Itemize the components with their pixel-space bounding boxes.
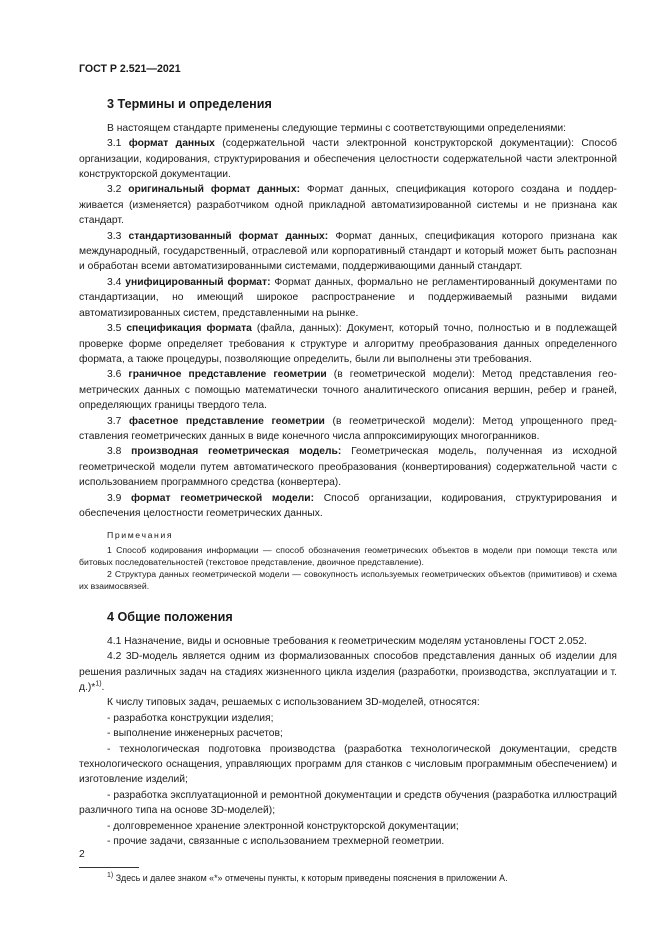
term-name: стандартизованный формат данных:	[128, 230, 329, 242]
term-number: 3.7	[107, 415, 122, 427]
term-definition: Способ организации, кодирования, структурирования и обеспечения целостности геометрических данных.	[79, 492, 617, 519]
page-number: 2	[79, 849, 85, 860]
term-3-8	[79, 444, 617, 490]
list-item: - выполнение инженерных расчетов;	[107, 728, 283, 740]
term-definition: (в геометрической модели): Метод упрощенного представления геометрических данных в виде конечного числа аппроксимирующих многогранников.	[79, 415, 617, 442]
list-item: - технологическая подготовка производства (разработка технологической документации, средств технологического оснащения, управляющих программ для станков с числовым программным обеспечением) и изготовление изделий;	[79, 743, 617, 786]
list-item: - прочие задачи, связанные с использованием трехмерной геометрии.	[107, 836, 445, 848]
footnote-reference: 1)	[95, 680, 102, 688]
footnote-mark: 1)	[107, 872, 114, 880]
term-definition: Геометрическая модель, полученная из исходной геометрической модели путем автоматического преобразования (конвертирования) содержательной части с использованием программного средства (конвертера).	[79, 446, 617, 489]
section-3-title: 3 Термины и определения	[107, 97, 272, 112]
term-name: оригинальный формат данных:	[128, 184, 301, 196]
term-name: формат данных	[128, 138, 215, 150]
term-name: формат геометрической модели:	[130, 492, 315, 504]
term-3-1	[79, 136, 617, 182]
term-definition: Формат данных, спецификация которого признана как международный, государственный, отраслевой или корпоративный стандарт и который может быть распознан и обработан всеми автоматизированными системами, поддерживающими данный стандарт.	[79, 230, 617, 273]
paragraph-typical-tasks: К числу типовых задач, решаемых с использованием 3D-моделей, относятся:	[107, 697, 480, 709]
term-number: 3.1	[107, 138, 122, 150]
section-3-intro: В настоящем стандарте применены следующие термины с соответствующими определениями:	[107, 122, 567, 134]
term-definition: (содержательной части электронной конструкторской документации): Способ организации, кодирования, структурирования и обеспечения целостности содержательной части электронной конструкторской документации.	[79, 138, 617, 181]
footnote-text: Здесь и далее знаком «*» отмечены пункты, к которым приведены пояснения в приложении А.	[113, 873, 508, 884]
list-item: - долговременное хранение электронной конструкторской документации;	[107, 820, 459, 832]
term-number: 3.3	[107, 230, 122, 242]
term-name: граничное представление геометрии	[128, 369, 327, 381]
term-3-9	[79, 491, 617, 522]
footnote-divider	[79, 867, 139, 868]
paragraph-4-2	[79, 649, 617, 695]
list-item: - разработка конструкции изделия;	[107, 712, 274, 724]
term-definition: Формат данных, формально не регламентированный документами по стандартизации, но имеющий широкое распространение и поддерживаемый разными видами автоматизированных систем, представленными на рынке.	[79, 276, 617, 319]
term-3-4	[79, 275, 617, 321]
notes-title: Примечания	[107, 530, 174, 541]
term-3-6	[79, 367, 617, 413]
term-definition: (в геометрической модели): Метод представления геометрических данных с помощью математически точного аналитического описания вершин, ребер и граней, определяющих границы твердого тела.	[79, 369, 617, 412]
term-definition: Формат данных, спецификация которого создана и поддерживается (изменяется) разработчиком одной прикладной автоматизированной системы и не признана как стандарт.	[79, 184, 617, 227]
term-3-7	[79, 414, 617, 445]
term-3-2	[79, 182, 617, 228]
term-number: 3.6	[107, 369, 122, 381]
notes-block	[79, 529, 617, 592]
paragraph-4-2-text: 4.2 3D-модель является одним из формализованных способов представления данных об изделии для решения различных задач на стадиях жизненного цикла изделия (разработки, производства, эксплуатации и т. д.)*	[79, 651, 617, 694]
note-2: 2 Структура данных геометрической модели — совокупность используемых геометрических объектов (примитивов) и схема их взаимосвязей.	[79, 568, 617, 592]
note-1: 1 Способ кодирования информации — способ обозначения геометрических объектов в модели при помощи текста или битовых последовательностей (текстовое представление, двоичное представление).	[79, 544, 617, 567]
term-number: 3.9	[107, 492, 122, 504]
term-number: 3.4	[107, 276, 122, 288]
paragraph-4-1: 4.1 Назначение, виды и основные требования к геометрическим моделям установлены ГОСТ 2.052.	[107, 635, 587, 647]
term-name: производная геометрическая модель:	[131, 446, 342, 458]
term-3-3	[79, 229, 617, 275]
term-number: 3.5	[107, 323, 122, 335]
term-name: спецификация формата	[126, 323, 252, 335]
footnote	[79, 872, 617, 884]
term-number: 3.8	[107, 446, 122, 458]
paragraph-4-2-end: .	[101, 682, 105, 694]
section-4-title: 4 Общие положения	[107, 610, 233, 625]
term-3-5	[79, 321, 617, 367]
term-name: унифицированный формат:	[125, 276, 271, 288]
term-number: 3.2	[107, 184, 122, 196]
term-name: фасетное представление геометрии	[129, 415, 325, 427]
list-item: - разработка эксплуатационной и ремонтной документации и средств обучения (разработка иллюстраций различного типа на основе 3D-моделей);	[79, 789, 617, 817]
term-definition: (файла, данных): Документ, который точно, полностью и в подлежащей проверке форме определяет требования к структуре и алгоритму преобразования данных определенного формата, а также процедуры, позволяющие определить, были ли выполнены эти требования.	[79, 323, 617, 365]
document-code: ГОСТ Р 2.521—2021	[79, 63, 181, 75]
